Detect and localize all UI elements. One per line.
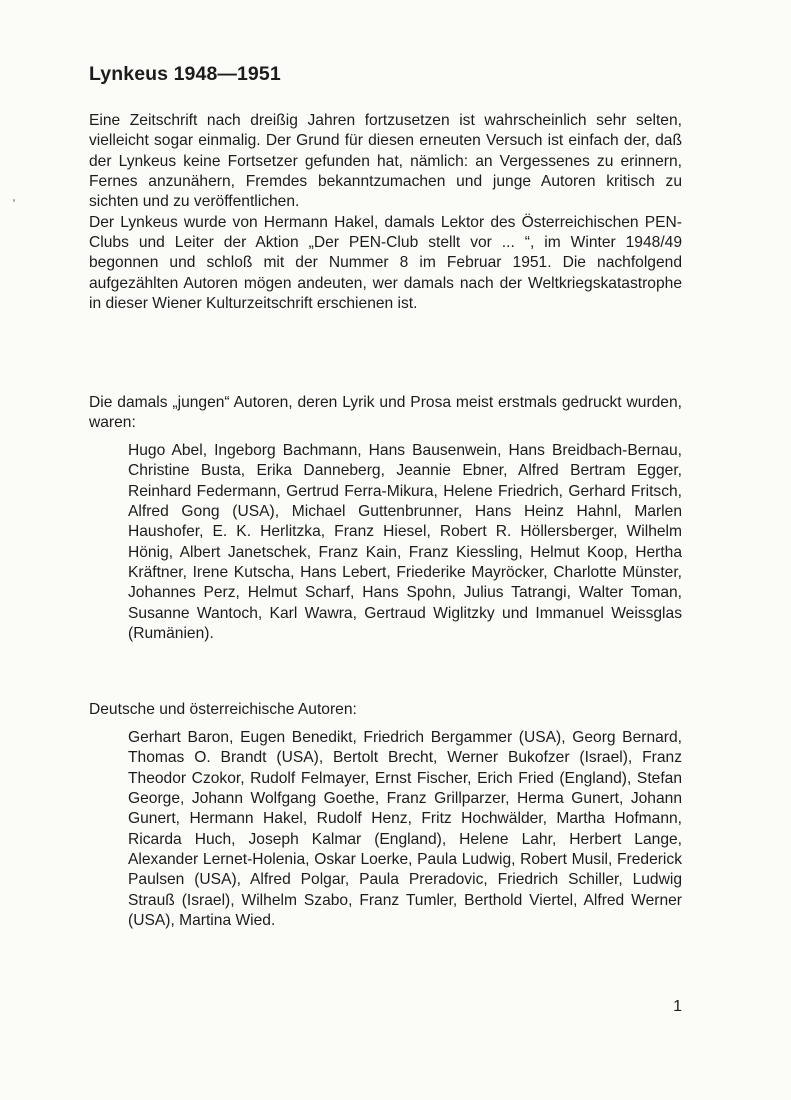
page-number: 1 [673,998,682,1015]
intro-section [89,111,682,314]
young-authors-heading: Die damals „jungen“ Autoren, deren Lyrik und Prosa meist erstmals gedruckt wurden, waren: [89,394,682,432]
young-authors-list: Hugo Abel, Ingeborg Bachmann, Hans Bausenwein, Hans Breidbach-Bernau, Christine Busta, Erika Danneberg, Jeannie Ebner, Alfred Bertram Egger, Reinhard Federmann, Gertrud Ferra-Mikura, Helene Friedrich, Gerhard Fritsch, Alfred Gong (USA), Michael Guttenbrunner, Hans Heinz Hahnl, Marlen Haushofer, E. K. Herlitzka, Franz Hiesel, Robert R. Höllersberger, Wilhelm Hönig, Albert Janetschek, Franz Kain, Franz Kiessling, Helmut Koop, Hertha Kräftner, Irene Kutscha, Hans Lebert, Friederike Mayröcker, Charlotte Münster, Johannes Perz, Helmut Scharf, Hans Spohn, Julius Tatrangi, Walter Toman, Susanne Wantoch, Karl Wawra, Gertraud Wiglitzky und Immanuel Weissglas (Rumänien). [128,442,682,643]
other-authors-list: Gerhart Baron, Eugen Benedikt, Friedrich Bergammer (USA), Georg Bernard, Thomas O. Brandt (USA), Bertolt Brecht, Werner Bukofzer (Israel), Franz Theodor Czokor, Rudolf Felmayer, Ernst Fischer, Erich Fried (England), Stefan George, Johann Wolfgang Goethe, Franz Grillparzer, Herma Gunert, Johann Gunert, Hermann Hakel, Rudolf Henz, Fritz Hochwälder, Martha Hofmann, Ricarda Huch, Joseph Kalmar (England), Helene Lahr, Herbert Lange, Alexander Lernet-Holenia, Oskar Loerke, Paula Ludwig, Robert Musil, Frederick Paulsen (USA), Alfred Polgar, Paula Preradovic, Friedrich Schiller, Ludwig Strauß (Israel), Wilhelm Szabo, Franz Tumler, Berthold Viertel, Alfred Werner (USA), Martina Wied. [128,729,682,930]
intro-paragraph-1: Eine Zeitschrift nach dreißig Jahren fortzusetzen ist wahrscheinlich sehr selten, vielleicht sogar einmalig. Der Grund für diesen erneuten Versuch ist einfach der, daß der Lynkeus keine Fortsetzer gefunden hat, nämlich: an Vergessenes zu erinnern, Fernes anzunähern, Fremdes bekanntzumachen und junge Autoren kritisch zu sichten und zu veröffentlichen. [89,112,682,211]
scan-speck [13,199,15,202]
page-title: Lynkeus 1948—1951 [89,63,281,85]
intro-paragraph-2: Der Lynkeus wurde von Hermann Hakel, damals Lektor des Österreichischen PEN-Clubs und Leiter der Aktion „Der PEN-Club stellt vor ... “, im Winter 1948/49 begonnen und schloß mit der Nummer 8 im Februar 1951. Die nachfolgend aufgezählten Autoren mögen andeuten, wer damals nach der Weltkriegskatastrophe in dieser Wiener Kulturzeitschrift erschienen ist. [89,213,682,313]
other-authors-heading: Deutsche und österreichische Autoren: [89,701,357,718]
